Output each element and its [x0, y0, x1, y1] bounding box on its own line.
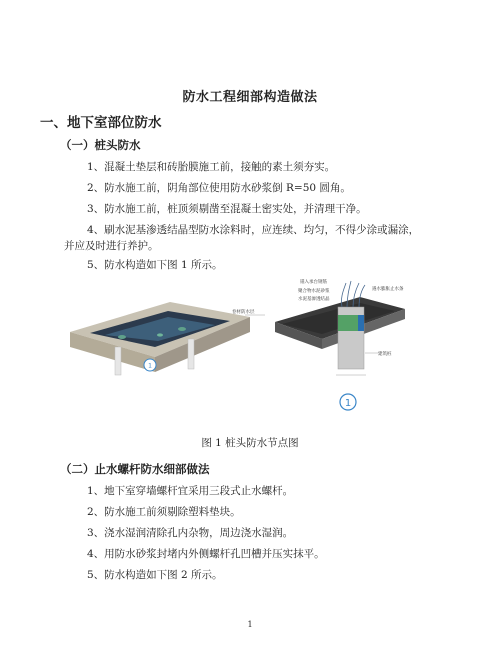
- water-stop-label: 遇水膨胀止水条: [372, 287, 404, 292]
- paragraph: 5、防水构造如下图 1 所示。: [87, 259, 223, 271]
- pile-head-illustration: [275, 278, 405, 410]
- paragraph: 3、浇水湿润清除孔内杂物，周边浇水湿润。: [87, 527, 294, 539]
- subsection-heading-pile: （一）桩头防水: [60, 138, 141, 152]
- paragraph: 5、防水构造如下图 2 所示。: [87, 569, 223, 581]
- membrane-label: 卷材防水层: [232, 310, 255, 315]
- paragraph: 2、防水施工前，阴角部位使用防水砂浆倒 R=50 圆角。: [87, 182, 351, 194]
- subsection-heading-bolt: （二）止水螺杆防水细部做法: [60, 462, 210, 476]
- section-heading: 一、地下室部位防水: [40, 115, 162, 131]
- rebar-label: 锚入承台钢筋: [300, 280, 327, 285]
- paragraph: 4、用防水砂浆封堵内外侧螺杆孔凹槽并压实抹平。: [87, 548, 325, 560]
- paragraph: 4、刷水泥基渗透结晶型防水涂料时，应连续、均匀，不得少涂或漏涂，: [87, 224, 420, 236]
- page-number: 1: [247, 620, 253, 629]
- pile-label: 建筑桩: [378, 352, 392, 357]
- marker-right: 1: [344, 398, 352, 409]
- pile-waterproof-figure: [60, 277, 440, 422]
- paragraph: 1、混凝土垫层和砖胎膜施工前，接触的素土须夯实。: [87, 161, 336, 173]
- paragraph: 2、防水施工前须剔除塑料垫块。: [87, 506, 241, 518]
- coating-label: 聚合物水泥砂浆: [298, 289, 330, 294]
- paragraph: 1、地下室穿墙螺杆宜采用三段式止水螺杆。: [87, 485, 294, 497]
- crystal-label: 水泥基渗透结晶: [298, 297, 330, 302]
- paragraph: 3、防水施工前，桩顶须剔凿至混凝土密实处，并清理干净。: [87, 203, 367, 215]
- page-title: 防水工程细部构造做法: [182, 90, 318, 105]
- figure-caption: 图 1 桩头防水节点图: [201, 437, 299, 449]
- marker-left: 1: [148, 362, 152, 370]
- pit-illustration: [70, 302, 265, 375]
- paragraph-continuation: 并应及时进行养护。: [64, 240, 159, 252]
